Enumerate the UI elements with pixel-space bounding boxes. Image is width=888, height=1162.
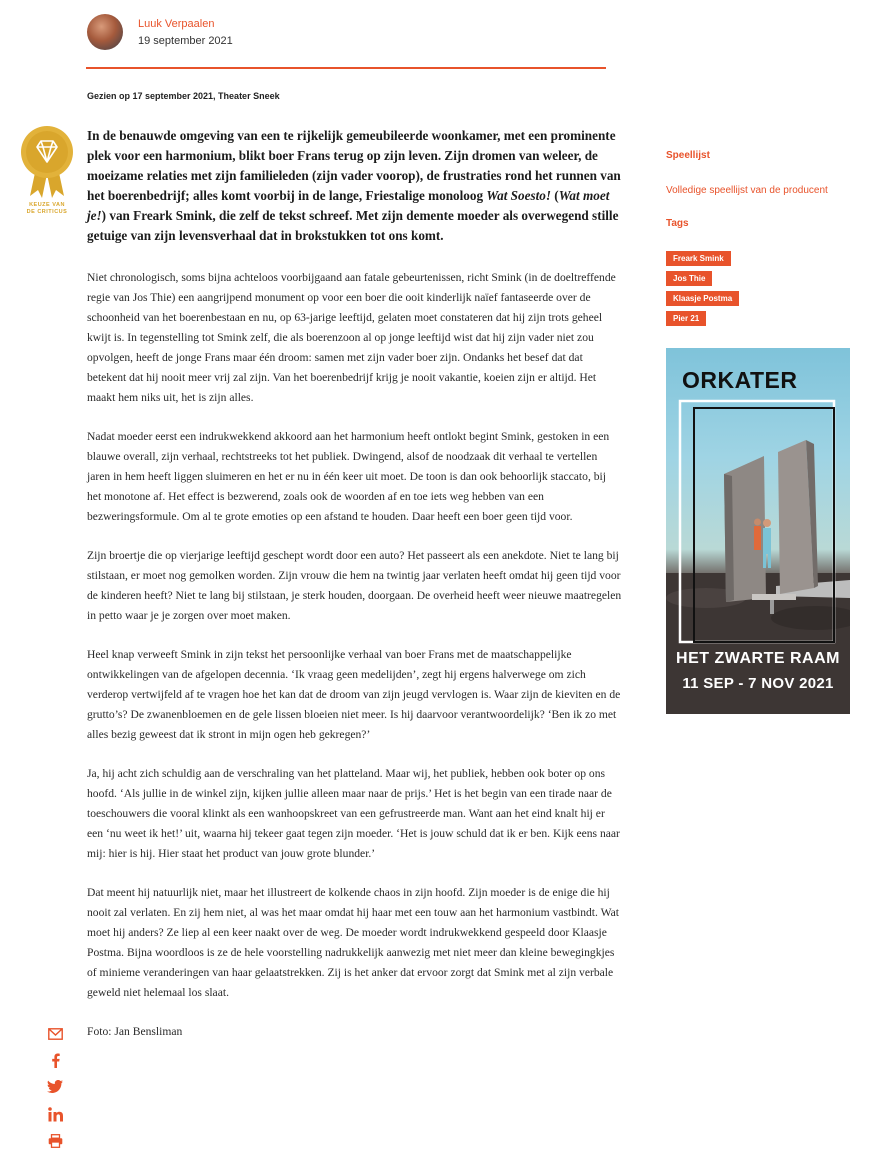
playlist-heading: Speellijst bbox=[666, 150, 710, 161]
ad-show-title: HET ZWARTE RAAM bbox=[676, 650, 840, 667]
article-paragraph: Heel knap verweeft Smink in zijn tekst het persoonlijke verhaal van boer Frans met de maatschappelijke ontwikkelingen van de afgelopen decennia. ‘Ik vraag geen medelijden’, zegt hij ergens halverwege om zich verderop vertwijfeld af te vragen hoe het kan dat de droom van zijn jeugd vervlogen is. Waar zijn de kieviten en de grutto’s? De zwanenbloemen en de gele lissen bloeien niet meer. Is hij daarvoor verantwoordelijk? ‘Ben ik zo met alles bezig geweest dat ik stront in mijn ogen heb gekregen?’ bbox=[87, 648, 621, 741]
tag-klaasje-postma[interactable]: Klaasje Postma bbox=[666, 291, 739, 306]
tag-jos-thie[interactable]: Jos Thie bbox=[666, 271, 712, 286]
facebook-icon[interactable] bbox=[44, 1050, 66, 1070]
tag-list bbox=[666, 251, 739, 331]
avatar[interactable] bbox=[87, 14, 123, 50]
email-icon[interactable] bbox=[44, 1024, 66, 1044]
publish-date: 19 september 2021 bbox=[138, 34, 233, 47]
critics-choice-badge bbox=[18, 124, 76, 224]
header-divider bbox=[86, 67, 606, 69]
badge-medal-icon bbox=[18, 124, 76, 202]
ad-brand: ORKATER bbox=[682, 367, 798, 393]
orkater-advertisement[interactable] bbox=[666, 348, 850, 714]
play-title-translation: Wat moet je! bbox=[87, 188, 610, 223]
article-paragraph: Nadat moeder eerst een indrukwekkend akkoord aan het harmonium heeft ontlokt begint Smink, gestoken in een blauwe overall, zijn verhaal, rechtstreeks tot het publiek. Dwingend, alsof de noodzaak dit verhaal te vertellen jaren in hem heeft liggen sluimeren en het er nu in één keer uit moet. De toon is dan ook behoorlijk staccato, bij het monotone af. Het effect is bezwerend, zoals ook de woorden af en toe iets weg hebben van een bezweringsformule. Om al te grote emoties op een afstand te houden. Daar heeft een boer geen tijd voor. bbox=[87, 430, 610, 523]
linkedin-icon[interactable] bbox=[44, 1104, 66, 1124]
article-body bbox=[87, 126, 622, 1042]
tags-heading: Tags bbox=[666, 218, 689, 229]
article-paragraph: Niet chronologisch, soms bijna achteloos voorbijgaand aan fatale gebeurtenissen, richt Smink (in de doeltreffende regie van Jos Thie) een aangrijpend monument op voor een boer die ooit kinderlijk naïef fantaseerde over de schoonheid van het boerenbestaan en nu, op 63-jarige leeftijd, gelaten moet constateren dat hij zijn trots geheel kwijt is. In tegenstelling tot Smink zelf, die als boerenzoon al op jonge leeftijd wist dat hij zijn vader niet zou opvolgen, heeft de jonge Frans maar één droom: samen met zijn vader boer zijn. Ondanks het besef dat dat betekent dat hij nooit meer vrij zal zijn. Van het boerenbedrijf krijg je nooit vakantie, koeien zijn er altijd. Het maakt hem niks uit, het is zijn alles. bbox=[87, 271, 616, 404]
author-meta bbox=[138, 17, 233, 48]
author-name-link[interactable]: Luuk Verpaalen bbox=[138, 17, 215, 30]
full-playlist-link[interactable]: Volledige speellijst van de producent bbox=[666, 185, 828, 196]
play-title: Wat Soesto! bbox=[486, 188, 551, 203]
author-block bbox=[87, 14, 233, 50]
seen-on-line: Gezien op 17 september 2021, Theater Sneek bbox=[87, 91, 280, 101]
badge-label: KEUZE VAN DE CRITICUS bbox=[26, 202, 68, 215]
photo-credit: Foto: Jan Bensliman bbox=[87, 1025, 183, 1038]
article-paragraph: Zijn broertje die op vierjarige leeftijd geschept wordt door een auto? Het passeert als een anekdote. Niet te lang bij stilstaan, er moet nog gemolken worden. Zijn vrouw die hem na twintig jaar verlaten heeft omdat hij geen tijd voor de kinderen heeft? Niet te lang bij stilstaan, je sterk houden, doorgaan. De overheid heeft weer nieuwe maatregelen in petto waar je je zorgen over moet maken. bbox=[87, 549, 622, 622]
twitter-icon[interactable] bbox=[44, 1076, 66, 1096]
tag-freark-smink[interactable]: Freark Smink bbox=[666, 251, 731, 266]
print-icon[interactable] bbox=[44, 1131, 66, 1151]
article-paragraph: Ja, hij acht zich schuldig aan de verschraling van het platteland. Maar wij, het publiek, hebben ook boter op ons hoofd. ‘Als jullie in de winkel zijn, kijken jullie alleen maar naar de prijs.’ Het is het begin van een tirade naar de toeschouwers die vooral klinkt als een wanhoopskreet van een gefrustreerde man. Want aan het eind knalt hij er een ‘nu weet ik het!’ uit, waarna hij tekeer gaat tegen zijn moeder. ‘Het is jouw schuld dat ik er ben. Kijk eens naar mij: hier is hij. Hier staat het product van jouw grote blunder.’ bbox=[87, 767, 620, 860]
article-paragraph: Dat meent hij natuurlijk niet, maar het illustreert de kolkende chaos in zijn hoofd. Zijn moeder is de enige die hij nooit zal verlaten. En zij hem niet, al was het maar omdat hij haar met een touw aan het harmonium vastbindt. Wat moet hij anders? Ze liep al een keer naakt over de weg. De moeder wordt indrukwekkend gespeeld door Klaasje Postma. Bijna woordloos is ze de hele voorstelling nadrukkelijk aanwezig met niet meer dan kleine bewegingkjes of minieme veranderingen van haar gelaatstrekken. Zij is het anker dat ervoor zorgt dat Smink met al zijn verbale geweld niet helemaal los slaat. bbox=[87, 886, 619, 999]
article-lead: In de benauwde omgeving van een te rijkelijk gemeubileerde woonkamer, met een prominente plek voor een harmonium, blikt boer Frans terug op zijn leven. Zijn dromen van weleer, de moeizame relaties met zijn familieleden (zijn vader voorop), de frustraties rond het runnen van het boerenbedrijf; alles komt voorbij in de lange, Friestalige monoloog Wat Soesto! (Wat moet je!) van Freark Smink, die zelf de tekst schreef. Met zijn demente moeder als overwegend stille getuige van zijn levensverhaal dat in brokstukken tot ons komt. bbox=[87, 128, 621, 243]
ad-show-dates: 11 SEP - 7 NOV 2021 bbox=[682, 675, 834, 692]
tag-pier-21[interactable]: Pier 21 bbox=[666, 311, 706, 326]
